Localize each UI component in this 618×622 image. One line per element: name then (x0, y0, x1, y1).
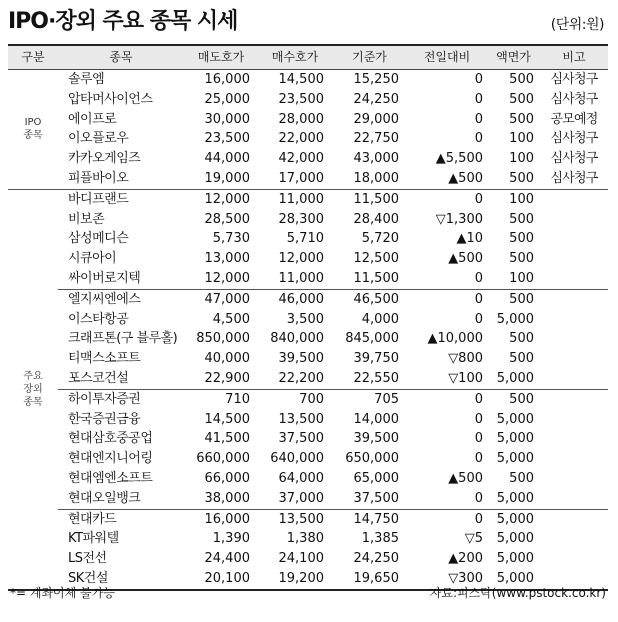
note (540, 189, 608, 209)
day-change: 0 (407, 289, 487, 309)
base-price: 11,500 (332, 189, 407, 209)
day-change: 0 (474, 91, 483, 107)
table-row (8, 469, 608, 489)
header-ask: 매도호가 (184, 45, 258, 70)
bid-price: 640,000 (270, 451, 324, 467)
note (540, 310, 608, 330)
note (540, 429, 608, 449)
stock-name: 솔루엠 (68, 72, 105, 87)
bid-price: 64,000 (278, 470, 324, 486)
par-value: 5,000 (496, 370, 534, 386)
table-row (8, 129, 608, 149)
par-value: 100 (509, 270, 534, 286)
bid-price: 19,200 (258, 569, 332, 590)
table-row (8, 509, 608, 529)
bid-price: 700 (258, 389, 332, 409)
stock-name: 이오플로우 (68, 131, 129, 147)
stock-name: 싸이버로지텍 (68, 270, 141, 286)
table-row (8, 369, 608, 389)
day-change: ▲500 (448, 251, 483, 267)
note (540, 389, 608, 409)
table-row (8, 389, 608, 409)
footnote: *= 계좌이체 불가능 (10, 586, 115, 600)
bid-price: 1,380 (286, 531, 324, 547)
note (540, 329, 608, 349)
bid-price: 46,000 (258, 289, 332, 309)
stock-name: 삼성메디슨 (68, 231, 129, 247)
day-change: 0 (474, 131, 483, 147)
note: 심사청구 (550, 131, 598, 147)
table-row (8, 310, 608, 330)
base-price: 11,500 (353, 270, 399, 286)
note (540, 449, 608, 469)
ask-price: 5,730 (212, 231, 250, 247)
note (540, 469, 608, 489)
base-price: 705 (332, 389, 407, 409)
header-base: 기준가 (332, 45, 407, 70)
stock-name: 크래프톤(구 블루홀) (68, 331, 178, 347)
par-value: 5,000 (496, 451, 534, 467)
base-price: 1,385 (361, 531, 399, 547)
par-value: 500 (487, 289, 540, 309)
base-price: 14,750 (332, 509, 407, 529)
base-price: 18,000 (353, 170, 399, 186)
note: 심사청구 (550, 91, 598, 107)
stock-name: 에이프로 (68, 111, 117, 127)
ask-price: 38,000 (204, 490, 250, 506)
header-change: 전일대비 (407, 45, 487, 70)
header-bid: 매수호가 (258, 45, 332, 70)
par-value: 500 (509, 170, 534, 186)
note: 공모예정 (550, 111, 598, 127)
day-change: ▲500 (448, 470, 483, 486)
base-price: 19,650 (332, 569, 407, 590)
stock-name: 현대엔지니어링 (68, 451, 153, 467)
base-price: 24,250 (353, 91, 399, 107)
bid-price: 37,000 (278, 490, 324, 506)
table-row (8, 149, 608, 169)
par-value: 100 (509, 151, 534, 167)
table-row (8, 70, 608, 90)
base-price: 15,250 (353, 72, 399, 87)
stock-name: 포스코건설 (68, 370, 129, 386)
table-row (8, 549, 608, 569)
header-name: 종목 (58, 45, 184, 70)
ask-price: 40,000 (204, 351, 250, 367)
table-row (8, 269, 608, 289)
bid-price: 3,500 (286, 311, 324, 327)
day-change: 0 (474, 490, 483, 506)
bid-price: 840,000 (270, 331, 324, 347)
note (540, 229, 608, 249)
page-title: IPO·장외 주요 종목 시세 (8, 9, 238, 34)
stock-name: 엘지씨엔에스 (58, 289, 184, 309)
ask-price: 66,000 (204, 470, 250, 486)
base-price: 5,720 (361, 231, 399, 247)
quote-table (8, 44, 608, 591)
ask-price: 4,500 (212, 311, 250, 327)
category-cell: 주요 장외 종목 (8, 189, 58, 589)
note (540, 509, 608, 529)
note (540, 489, 608, 509)
base-price: 22,750 (353, 131, 399, 147)
stock-name: 이스타항공 (68, 311, 129, 327)
par-value: 5,000 (487, 509, 540, 529)
bid-price: 13,500 (258, 509, 332, 529)
par-value: 5,000 (496, 531, 534, 547)
ask-price: 20,100 (184, 569, 258, 590)
day-change: ▲5,500 (435, 151, 483, 167)
bid-price: 42,000 (278, 151, 324, 167)
base-price: 12,500 (353, 251, 399, 267)
base-price: 14,000 (353, 411, 399, 427)
stock-name: KT파워텔 (68, 531, 119, 547)
note (540, 249, 608, 269)
par-value: 100 (509, 131, 534, 147)
header-row (8, 45, 608, 70)
base-price: 39,500 (353, 431, 399, 447)
stock-name: LS전선 (68, 551, 107, 567)
note: 심사청구 (550, 170, 598, 186)
par-value: 500 (509, 111, 534, 127)
ask-price: 19,000 (204, 170, 250, 186)
day-change: 0 (474, 270, 483, 286)
table-row (8, 429, 608, 449)
bid-price: 24,100 (278, 551, 324, 567)
par-value: 5,000 (496, 551, 534, 567)
base-price: 24,250 (353, 551, 399, 567)
day-change: ▽1,300 (435, 211, 483, 227)
table-row (8, 189, 608, 209)
day-change: 0 (474, 431, 483, 447)
table-row (8, 249, 608, 269)
stock-name: 현대삼호중공업 (68, 431, 153, 447)
stock-name: 압타머사이언스 (68, 91, 153, 107)
par-value: 5,000 (487, 569, 540, 590)
base-price: 28,400 (353, 211, 399, 227)
par-value: 500 (509, 331, 534, 347)
ask-price: 1,390 (212, 531, 250, 547)
bid-price: 23,500 (278, 91, 324, 107)
day-change: ▽100 (448, 370, 483, 386)
bid-price: 28,000 (278, 111, 324, 127)
par-value: 5,000 (496, 490, 534, 506)
day-change: ▽5 (464, 531, 483, 547)
base-price: 4,000 (361, 311, 399, 327)
par-value: 5,000 (496, 411, 534, 427)
ask-price: 24,400 (204, 551, 250, 567)
day-change: 0 (474, 72, 483, 87)
day-change: ▲10 (456, 231, 483, 247)
header-note: 비고 (540, 45, 608, 70)
note (540, 210, 608, 230)
day-change: 0 (474, 411, 483, 427)
day-change: 0 (407, 389, 487, 409)
bid-price: 28,300 (278, 211, 324, 227)
day-change: 0 (474, 311, 483, 327)
base-price: 29,000 (353, 111, 399, 127)
bid-price: 13,500 (278, 411, 324, 427)
note: 심사청구 (550, 72, 598, 87)
table-row (8, 210, 608, 230)
ask-price: 23,500 (204, 131, 250, 147)
bid-price: 11,000 (258, 189, 332, 209)
par-value: 500 (509, 211, 534, 227)
ask-price: 28,500 (204, 211, 250, 227)
base-price: 37,500 (353, 490, 399, 506)
stock-name: 비보존 (68, 211, 105, 227)
note (540, 410, 608, 430)
par-value: 500 (509, 91, 534, 107)
stock-name: SK건설 (58, 569, 184, 590)
base-price: 22,550 (353, 370, 399, 386)
table-row (8, 489, 608, 509)
day-change: 0 (407, 189, 487, 209)
day-change: 0 (407, 509, 487, 529)
table-row (8, 289, 608, 309)
stock-name: 바디프랜드 (58, 189, 184, 209)
bid-price: 17,000 (278, 170, 324, 186)
bid-price: 39,500 (278, 351, 324, 367)
ask-price: 44,000 (204, 151, 250, 167)
bid-price: 14,500 (278, 72, 324, 87)
table-row (8, 349, 608, 369)
source-credit: 자료:피스탁(www.pstock.co.kr) (429, 586, 606, 600)
table-row (8, 449, 608, 469)
day-change: ▲500 (448, 170, 483, 186)
day-change: 0 (474, 111, 483, 127)
par-value: 500 (509, 351, 534, 367)
par-value: 500 (509, 251, 534, 267)
table-row (8, 229, 608, 249)
stock-name: 현대오일뱅크 (68, 490, 141, 506)
note (540, 289, 608, 309)
bid-price: 22,200 (278, 370, 324, 386)
unit-label: (단위:원) (550, 17, 604, 33)
ask-price: 47,000 (184, 289, 258, 309)
note (540, 529, 608, 549)
par-value: 500 (509, 470, 534, 486)
table-row (8, 90, 608, 110)
note (540, 269, 608, 289)
par-value: 5,000 (496, 311, 534, 327)
bid-price: 37,500 (278, 431, 324, 447)
day-change: ▲10,000 (427, 331, 483, 347)
stock-name: 티맥스소프트 (68, 351, 141, 367)
par-value: 500 (509, 231, 534, 247)
table-row (8, 110, 608, 130)
par-value: 5,000 (496, 431, 534, 447)
header-par: 액면가 (487, 45, 540, 70)
note (540, 349, 608, 369)
stock-name: 한국증권금융 (68, 411, 141, 427)
par-value: 500 (487, 389, 540, 409)
base-price: 650,000 (345, 451, 399, 467)
table-row (8, 329, 608, 349)
ask-price: 850,000 (196, 331, 250, 347)
base-price: 39,750 (353, 351, 399, 367)
stock-name: 현대엠엔소프트 (68, 470, 153, 486)
ask-price: 41,500 (204, 431, 250, 447)
ask-price: 12,000 (184, 189, 258, 209)
table-row (8, 410, 608, 430)
ask-price: 16,000 (204, 72, 250, 87)
base-price: 46,500 (332, 289, 407, 309)
ask-price: 710 (184, 389, 258, 409)
par-value: 500 (509, 72, 534, 87)
day-change: ▽300 (407, 569, 487, 590)
ask-price: 14,500 (204, 411, 250, 427)
bid-price: 22,000 (278, 131, 324, 147)
stock-name: 하이투자증권 (58, 389, 184, 409)
note (540, 369, 608, 389)
stock-name: 카카오게임즈 (68, 151, 141, 167)
ask-price: 12,000 (204, 270, 250, 286)
base-price: 65,000 (353, 470, 399, 486)
day-change: 0 (474, 451, 483, 467)
category-cell: IPO 종목 (23, 117, 43, 142)
base-price: 845,000 (345, 331, 399, 347)
header-category: 구분 (8, 45, 58, 70)
day-change: ▽800 (448, 351, 483, 367)
ask-price: 16,000 (184, 509, 258, 529)
stock-name: 현대카드 (58, 509, 184, 529)
bid-price: 11,000 (278, 270, 324, 286)
table-row (8, 529, 608, 549)
stock-name: 시큐아이 (68, 251, 117, 267)
base-price: 43,000 (353, 151, 399, 167)
ask-price: 13,000 (204, 251, 250, 267)
table-row (8, 169, 608, 189)
par-value: 100 (487, 189, 540, 209)
stock-name: 피플바이오 (68, 170, 129, 186)
bid-price: 12,000 (278, 251, 324, 267)
bid-price: 5,710 (286, 231, 324, 247)
day-change: ▲200 (448, 551, 483, 567)
ask-price: 660,000 (196, 451, 250, 467)
ask-price: 30,000 (204, 111, 250, 127)
ask-price: 25,000 (204, 91, 250, 107)
note (540, 549, 608, 569)
note: 심사청구 (550, 151, 598, 167)
table-body (8, 70, 608, 590)
ask-price: 22,900 (204, 370, 250, 386)
